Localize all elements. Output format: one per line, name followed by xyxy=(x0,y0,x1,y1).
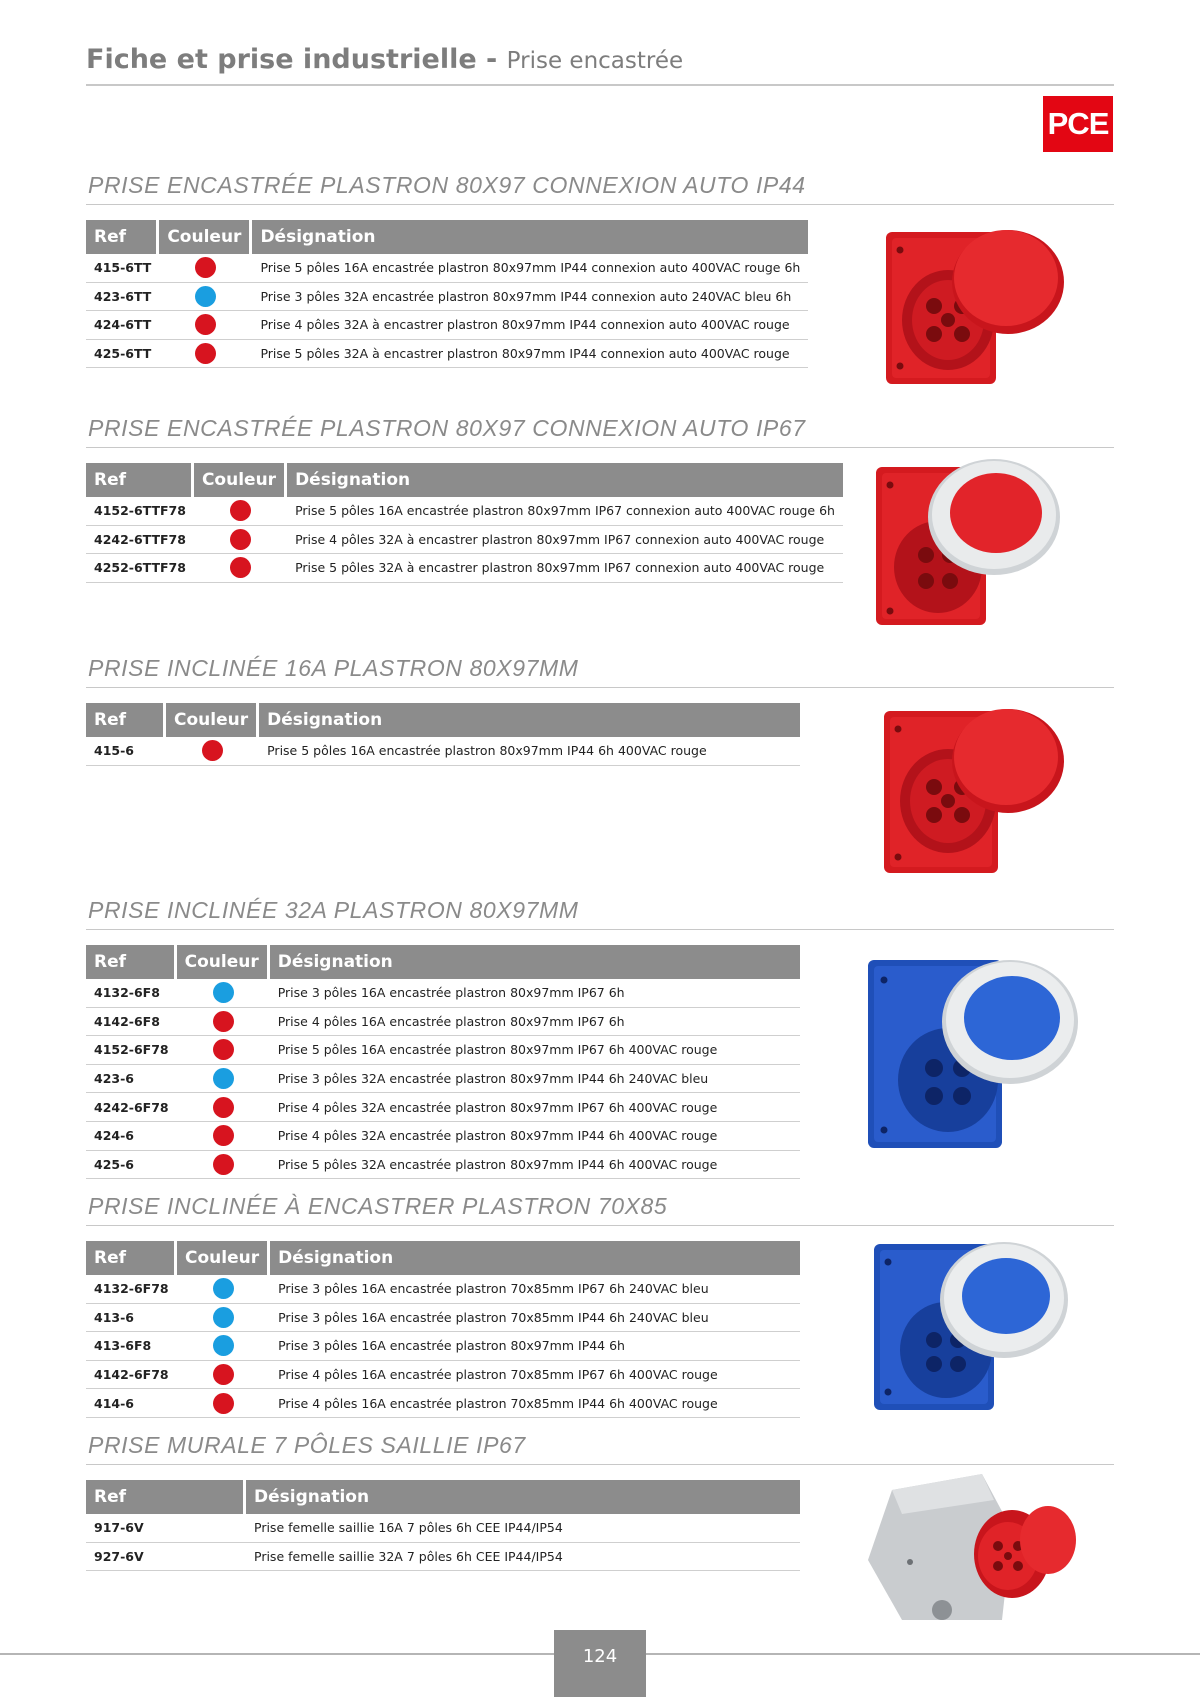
section-32a-incline xyxy=(86,897,1114,1172)
designation-cell: Prise 4 pôles 32A encastrée plastron 80x97mm IP67 6h 400VAC rouge xyxy=(270,1093,800,1122)
table-row xyxy=(86,254,808,283)
designation-cell: Prise 3 pôles 16A encastrée plastron 80x97mm IP44 6h xyxy=(270,1332,800,1361)
col-couleur: Couleur xyxy=(194,463,287,497)
table-row xyxy=(86,1304,800,1333)
table-row xyxy=(86,1093,800,1122)
color-dot xyxy=(213,1125,234,1146)
socket-blue-70x85-image xyxy=(870,1236,1070,1412)
color-dot xyxy=(230,529,251,550)
color-cell xyxy=(177,1304,270,1333)
ref-cell: 425-6TT xyxy=(86,340,159,369)
designation-cell: Prise 5 pôles 16A encastrée plastron 80x97mm IP44 6h 400VAC rouge xyxy=(259,737,800,766)
ref-cell: 413-6 xyxy=(86,1304,177,1333)
color-cell xyxy=(177,1008,270,1037)
color-cell xyxy=(159,340,252,369)
color-dot xyxy=(195,314,216,335)
col-designation: Désignation xyxy=(246,1480,800,1514)
color-cell xyxy=(177,1389,270,1418)
color-dot xyxy=(213,1011,234,1032)
table-row xyxy=(86,497,843,526)
ref-cell: 424-6TT xyxy=(86,311,159,340)
table-row xyxy=(86,1275,800,1304)
color-cell xyxy=(166,737,259,766)
table-row xyxy=(86,340,808,369)
socket-red-ip44-image xyxy=(878,220,1068,390)
table-row xyxy=(86,1514,800,1543)
color-dot xyxy=(195,286,216,307)
ref-cell: 4242-6F78 xyxy=(86,1093,177,1122)
socket-red-ip67-image xyxy=(870,455,1070,630)
table-row xyxy=(86,1361,800,1390)
color-cell xyxy=(177,1361,270,1390)
color-dot xyxy=(213,1364,234,1385)
section-title: PRISE ENCASTRÉE PLASTRON 80X97 CONNEXION AUTO IP44 xyxy=(86,172,1114,205)
designation-cell: Prise 3 pôles 32A encastrée plastron 80x97mm IP44 6h 240VAC bleu xyxy=(270,1065,800,1094)
product-table xyxy=(86,220,808,368)
section-ip44-auto xyxy=(86,172,1114,362)
ref-cell: 413-6F8 xyxy=(86,1332,177,1361)
table-row xyxy=(86,1543,800,1572)
section-murale-7-poles xyxy=(86,1432,1114,1564)
designation-cell: Prise 5 pôles 32A à encastrer plastron 80x97mm IP67 connexion auto 400VAC rouge xyxy=(287,554,843,583)
color-dot xyxy=(195,257,216,278)
table-row xyxy=(86,737,800,766)
color-cell xyxy=(159,311,252,340)
socket-red-16a-image xyxy=(878,697,1068,877)
section-ip67-auto xyxy=(86,415,1114,576)
color-cell xyxy=(177,1065,270,1094)
ref-cell: 415-6TT xyxy=(86,254,159,283)
table-row xyxy=(86,1065,800,1094)
ref-cell: 423-6TT xyxy=(86,283,159,312)
product-table xyxy=(86,1480,800,1571)
color-cell xyxy=(159,254,252,283)
designation-cell: Prise 5 pôles 16A encastrée plastron 80x97mm IP44 connexion auto 400VAC rouge 6h xyxy=(252,254,808,283)
color-dot xyxy=(213,1039,234,1060)
ref-cell: 4152-6F78 xyxy=(86,1036,177,1065)
ref-cell: 4252-6TTF78 xyxy=(86,554,194,583)
color-cell xyxy=(194,526,287,555)
color-cell xyxy=(177,1151,270,1180)
col-couleur: Couleur xyxy=(177,1241,270,1275)
color-cell xyxy=(177,1275,270,1304)
ref-cell: 917-6V xyxy=(86,1514,246,1543)
section-title: PRISE INCLINÉE 32A PLASTRON 80X97MM xyxy=(86,897,1114,930)
designation-cell: Prise 3 pôles 16A encastrée plastron 70x85mm IP44 6h 240VAC bleu xyxy=(270,1304,800,1333)
col-ref: Ref xyxy=(86,220,159,254)
table-row xyxy=(86,311,808,340)
color-dot xyxy=(213,1307,234,1328)
socket-blue-32a-image xyxy=(864,950,1080,1150)
designation-cell: Prise 5 pôles 32A encastrée plastron 80x97mm IP44 6h 400VAC rouge xyxy=(270,1151,800,1180)
table-row xyxy=(86,554,843,583)
col-ref: Ref xyxy=(86,945,177,979)
table-row xyxy=(86,283,808,312)
designation-cell: Prise 5 pôles 16A encastrée plastron 80x97mm IP67 6h 400VAC rouge xyxy=(270,1036,800,1065)
page-title xyxy=(86,44,1114,75)
table-row xyxy=(86,979,800,1008)
product-table xyxy=(86,703,800,766)
page-header xyxy=(86,44,1114,86)
color-cell xyxy=(177,979,270,1008)
col-couleur: Couleur xyxy=(166,703,259,737)
color-dot xyxy=(202,740,223,761)
col-ref: Ref xyxy=(86,1480,246,1514)
ref-cell: 423-6 xyxy=(86,1065,177,1094)
ref-cell: 4152-6TTF78 xyxy=(86,497,194,526)
ref-cell: 4132-6F8 xyxy=(86,979,177,1008)
col-designation: Désignation xyxy=(259,703,800,737)
designation-cell: Prise 5 pôles 32A à encastrer plastron 80x97mm IP44 connexion auto 400VAC rouge xyxy=(252,340,808,369)
section-title: PRISE ENCASTRÉE PLASTRON 80X97 CONNEXION AUTO IP67 xyxy=(86,415,1114,448)
color-dot xyxy=(230,500,251,521)
color-dot xyxy=(213,1278,234,1299)
section-title: PRISE MURALE 7 PÔLES SAILLIE IP67 xyxy=(86,1432,1114,1465)
color-cell xyxy=(177,1036,270,1065)
designation-cell: Prise 4 pôles 32A encastrée plastron 80x97mm IP44 6h 400VAC rouge xyxy=(270,1122,800,1151)
designation-cell: Prise 4 pôles 16A encastrée plastron 80x97mm IP67 6h xyxy=(270,1008,800,1037)
color-cell xyxy=(194,497,287,526)
designation-cell: Prise 4 pôles 16A encastrée plastron 70x85mm IP44 6h 400VAC rouge xyxy=(270,1389,800,1418)
color-cell xyxy=(177,1093,270,1122)
color-dot xyxy=(213,1154,234,1175)
color-cell xyxy=(177,1122,270,1151)
col-ref: Ref xyxy=(86,703,166,737)
socket-wall-7-poles-image xyxy=(862,1470,1082,1630)
designation-cell: Prise femelle saillie 16A 7 pôles 6h CEE IP44/IP54 xyxy=(246,1514,800,1543)
table-row xyxy=(86,1008,800,1037)
product-table xyxy=(86,1241,800,1418)
section-16a-incline xyxy=(86,655,1114,759)
col-designation: Désignation xyxy=(252,220,808,254)
designation-cell: Prise 5 pôles 16A encastrée plastron 80x97mm IP67 connexion auto 400VAC rouge 6h xyxy=(287,497,843,526)
product-table xyxy=(86,945,800,1179)
designation-cell: Prise 3 pôles 16A encastrée plastron 80x97mm IP67 6h xyxy=(270,979,800,1008)
table-row xyxy=(86,1332,800,1361)
color-cell xyxy=(194,554,287,583)
col-designation: Désignation xyxy=(287,463,843,497)
designation-cell: Prise 4 pôles 16A encastrée plastron 70x85mm IP67 6h 400VAC rouge xyxy=(270,1361,800,1390)
col-couleur: Couleur xyxy=(159,220,252,254)
color-dot xyxy=(213,1335,234,1356)
color-dot xyxy=(213,982,234,1003)
table-row xyxy=(86,1151,800,1180)
col-ref: Ref xyxy=(86,463,194,497)
col-couleur: Couleur xyxy=(177,945,270,979)
ref-cell: 415-6 xyxy=(86,737,166,766)
table-row xyxy=(86,526,843,555)
page-title-sub: Prise encastrée xyxy=(506,48,684,74)
ref-cell: 4242-6TTF78 xyxy=(86,526,194,555)
table-row xyxy=(86,1122,800,1151)
ref-cell: 424-6 xyxy=(86,1122,177,1151)
color-dot xyxy=(213,1097,234,1118)
product-table xyxy=(86,463,843,583)
designation-cell: Prise femelle saillie 32A 7 pôles 6h CEE IP44/IP54 xyxy=(246,1543,800,1572)
ref-cell: 927-6V xyxy=(86,1543,246,1572)
ref-cell: 4142-6F8 xyxy=(86,1008,177,1037)
col-designation: Désignation xyxy=(270,945,800,979)
color-cell xyxy=(177,1332,270,1361)
ref-cell: 4142-6F78 xyxy=(86,1361,177,1390)
page-title-main: Fiche et prise industrielle - xyxy=(86,44,498,75)
color-dot xyxy=(230,557,251,578)
color-dot xyxy=(213,1393,234,1414)
designation-cell: Prise 4 pôles 32A à encastrer plastron 80x97mm IP44 connexion auto 400VAC rouge xyxy=(252,311,808,340)
color-cell xyxy=(159,283,252,312)
designation-cell: Prise 3 pôles 16A encastrée plastron 70x85mm IP67 6h 240VAC bleu xyxy=(270,1275,800,1304)
ref-cell: 4132-6F78 xyxy=(86,1275,177,1304)
color-dot xyxy=(195,343,216,364)
page-number: 124 xyxy=(554,1630,646,1697)
col-designation: Désignation xyxy=(270,1241,800,1275)
ref-cell: 425-6 xyxy=(86,1151,177,1180)
table-row xyxy=(86,1389,800,1418)
col-ref: Ref xyxy=(86,1241,177,1275)
section-title: PRISE INCLINÉE 16A PLASTRON 80X97MM xyxy=(86,655,1114,688)
table-row xyxy=(86,1036,800,1065)
designation-cell: Prise 4 pôles 32A à encastrer plastron 80x97mm IP67 connexion auto 400VAC rouge xyxy=(287,526,843,555)
section-70x85-incline xyxy=(86,1193,1114,1411)
ref-cell: 414-6 xyxy=(86,1389,177,1418)
designation-cell: Prise 3 pôles 32A encastrée plastron 80x97mm IP44 connexion auto 240VAC bleu 6h xyxy=(252,283,808,312)
pce-logo: PCE xyxy=(1043,96,1113,152)
section-title: PRISE INCLINÉE À ENCASTRER PLASTRON 70X85 xyxy=(86,1193,1114,1226)
color-dot xyxy=(213,1068,234,1089)
